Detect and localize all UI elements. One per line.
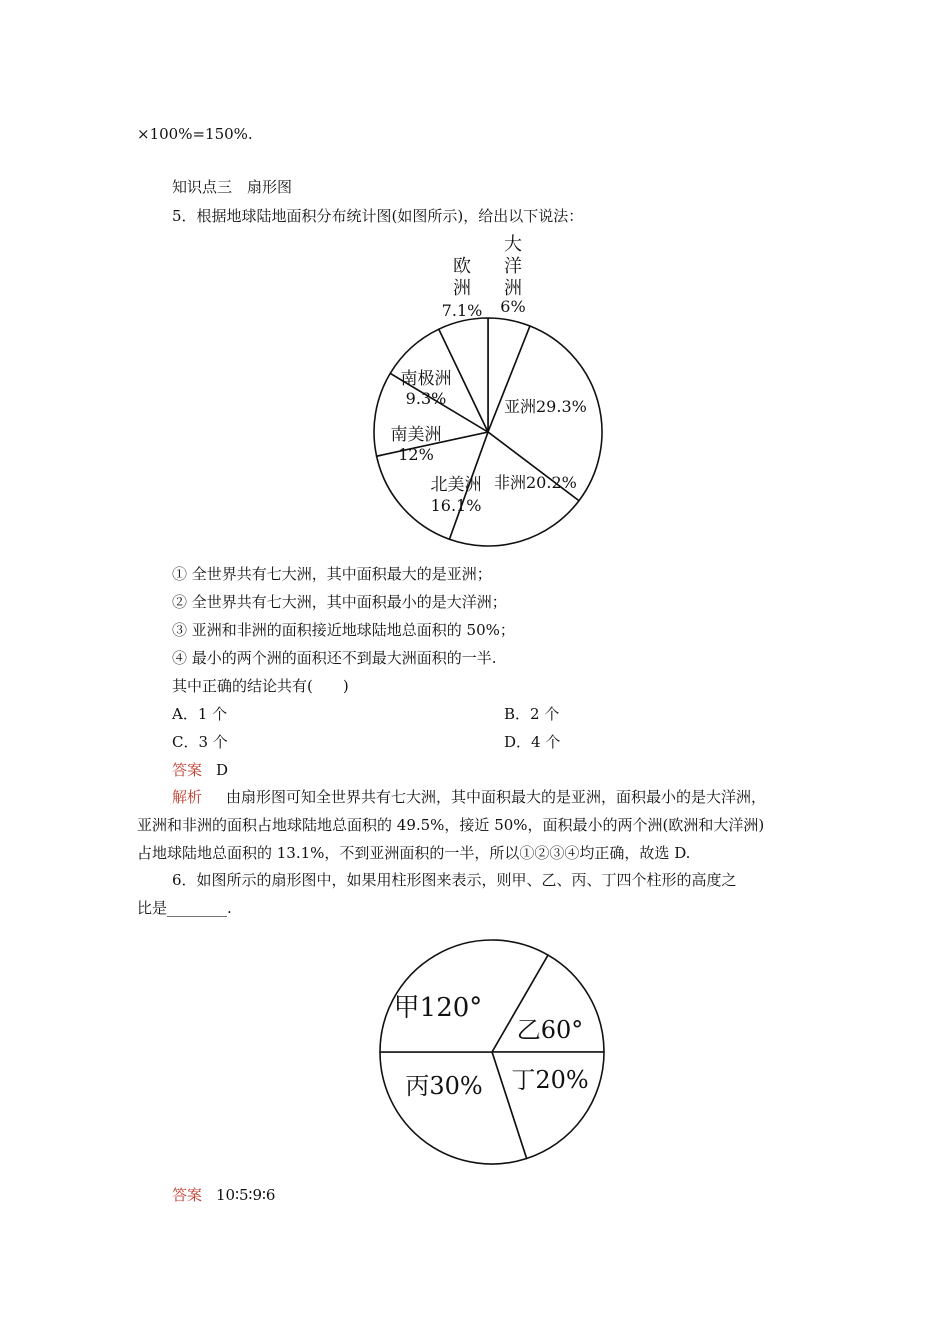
- continent-pie-chart: [370, 228, 620, 558]
- option-c: C．3 个: [172, 733, 228, 751]
- label-jia: 甲120°: [393, 993, 483, 1023]
- answer-value: D: [216, 761, 229, 779]
- label-africa: 非洲20.2%: [494, 473, 577, 492]
- statement-2: ② 全世界共有七大洲，其中面积最小的是大洋洲；: [172, 593, 507, 611]
- q6-answer-label: 答案: [172, 1186, 203, 1204]
- option-b: B．2 个: [504, 705, 560, 723]
- label-europe-c2: 洲: [453, 278, 471, 299]
- label-oceania-c3: 洲: [504, 278, 522, 299]
- label-asia: 亚洲29.3%: [504, 397, 587, 416]
- q5-answer: [172, 760, 228, 780]
- label-north-america: 北美洲: [430, 475, 482, 495]
- fan-pie-chart: [368, 926, 618, 1176]
- label-oceania-pct: 6%: [500, 297, 526, 316]
- q6-stem-line-2: 比是________.: [137, 899, 232, 917]
- label-south-america-pct: 12%: [398, 445, 434, 464]
- section-title: 知识点三 扇形图: [172, 178, 293, 196]
- label-yi: 乙60°: [516, 1016, 584, 1044]
- statement-3: ③ 亚洲和非洲的面积接近地球陆地总面积的 50%；: [172, 621, 515, 639]
- label-oceania-c1: 大: [504, 234, 522, 255]
- q6-answer: [172, 1185, 275, 1205]
- label-bing: 丙30%: [405, 1072, 483, 1100]
- q5-analysis-line-2: 亚洲和非洲的面积占地球陆地总面积的 49.5%，接近 50%，面积最小的两个洲(欧洲和大洋洲): [137, 816, 765, 834]
- option-a: A．1 个: [172, 705, 228, 723]
- label-ding: 丁20%: [511, 1066, 589, 1094]
- answer-label: 答案: [172, 761, 203, 779]
- q5-ask: 其中正确的结论共有( ): [172, 677, 349, 695]
- q5-analysis-line-3: 占地球陆地总面积的 13.1%，不到亚洲面积的一半，所以①②③④均正确，故选 D.: [137, 844, 691, 862]
- fragment-text: ×100%=150%.: [137, 125, 253, 143]
- analysis-text-1: 由扇形图可知全世界共有七大洲，其中面积最大的是亚洲，面积最小的是大洋洲，: [226, 788, 767, 806]
- analysis-label: 解析: [172, 788, 203, 806]
- label-europe-c1: 欧: [453, 256, 471, 277]
- label-antarctica: 南极洲: [400, 369, 452, 389]
- label-north-america-pct: 16.1%: [430, 496, 482, 515]
- label-europe-pct: 7.1%: [441, 301, 483, 320]
- q6-answer-value: 10∶5∶9∶6: [216, 1186, 276, 1204]
- statement-4: ④ 最小的两个洲的面积还不到最大洲面积的一半.: [172, 649, 497, 667]
- option-d: D．4 个: [504, 733, 561, 751]
- q5-analysis-line-1: [172, 787, 766, 807]
- q5-stem: 5．根据地球陆地面积分布统计图(如图所示)，给出以下说法：: [172, 207, 584, 225]
- label-antarctica-pct: 9.3%: [405, 389, 447, 408]
- label-oceania-c2: 洋: [504, 256, 522, 277]
- statement-1: ① 全世界共有七大洲，其中面积最大的是亚洲；: [172, 565, 492, 583]
- label-south-america: 南美洲: [390, 425, 442, 445]
- q6-stem-line-1: 6．如图所示的扇形图中，如果用柱形图来表示，则甲、乙、丙、丁四个柱形的高度之: [172, 871, 737, 889]
